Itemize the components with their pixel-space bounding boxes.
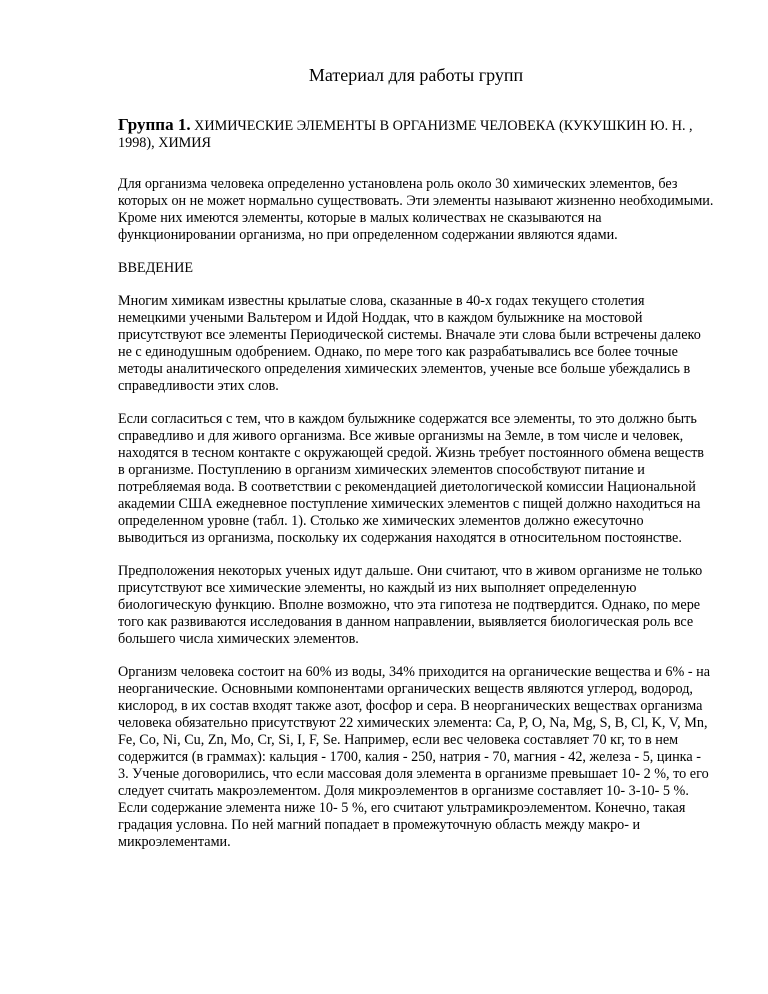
body-paragraph-2: Если согласиться с тем, что в каждом булыжнике содержатся все элементы, то это должно быть справедливо и для живого организма. Все живые организмы на Земле, в том числе и человек, находятся в тесном контакте с окружающей средой. Жизнь требует постоянного обмена веществ в организме. Поступлению в организм химических элементов способствуют питание и потребляемая вода. В соответствии с рекомендацией диетологической комиссии Национальной академии США ежедневное поступление химических элементов с пищей должно находиться на определенном уровне (табл. 1). Столько же химических элементов должно ежесуточно выводиться из организма, поскольку их содержания находятся в относительном постоянстве. — [118, 411, 704, 546]
group-label: Группа 1. — [118, 115, 191, 134]
intro-paragraph: Для организма человека определенно установлена роль около 30 химических элементов, без которых он не может нормально существовать. Эти элементы называют жизненно необходимыми. Кроме них имеются элементы, которые в малых количествах не сказываются на функционировании организма, но при определенном содержании являются ядами. — [118, 176, 714, 243]
body-paragraph-4: Организм человека состоит на 60% из воды, 34% приходится на органические вещества и 6% - на неорганические. Основными компонентами органических веществ являются углерод, водород, кислород, в их состав входят также азот, фосфор и сера. В неорганических веществах организма человека обязательно присутствуют 22 химических элемента: Ca, P, O, Na, Mg, S, B, Cl, K, V, Mn, Fe, Co, Ni, Cu, Zn, Mo, Cr, Si, I, F, Se. Например, если вес человека составляет 70 кг, то в нем содержится (в граммах): кальция - 1700, калия - 250, натрия - 70, магния - 42, железа - 5, цинка - 3. Ученые договорились, что если массовая доля элемента в организме превышает 10- 2 %, то его следует считать макроэлементом. Доля микроэлементов в организме составляет 10- 3-10- 5 %. Если содержание элемента ниже 10- 5 %, его считают ультрамикроэлементом. Конечно, такая градация условна. По ней магний попадает в промежуточную область между макро- и микроэлементами. — [118, 664, 711, 850]
body-paragraph-1: Многим химикам известны крылатые слова, сказанные в 40-х годах текущего столетия немецкими учеными Вальтером и Идой Ноддак, что в каждом булыжнике на мостовой присутствуют все элементы Периодической системы. Вначале эти слова были встречены далеко не с единодушным одобрением. Однако, по мере того как разрабатывались все более точные методы аналитического определения химических элементов, ученые все больше убеждались в справедливости этих слов. — [118, 293, 701, 394]
document-title: Материал для работы групп — [308, 65, 524, 85]
group-heading-text: ХИМИЧЕСКИЕ ЭЛЕМЕНТЫ В ОРГАНИЗМЕ ЧЕЛОВЕКА (КУКУШКИН Ю. Н. , 1998), ХИМИЯ — [118, 118, 693, 151]
document-page — [118, 64, 714, 867]
body-paragraph-3: Предположения некоторых ученых идут дальше. Они считают, что в живом организме не только присутствуют все химические элементы, но каждый из них выполняет определенную биологическую функцию. Вполне возможно, что эта гипотеза не подтвердится. Однако, по мере того как развиваются исследования в данном направлении, выявляется биологическая роль все большего числа химических элементов. — [118, 563, 703, 647]
group-heading — [118, 116, 714, 152]
section-heading: ВВЕДЕНИЕ — [118, 260, 194, 276]
